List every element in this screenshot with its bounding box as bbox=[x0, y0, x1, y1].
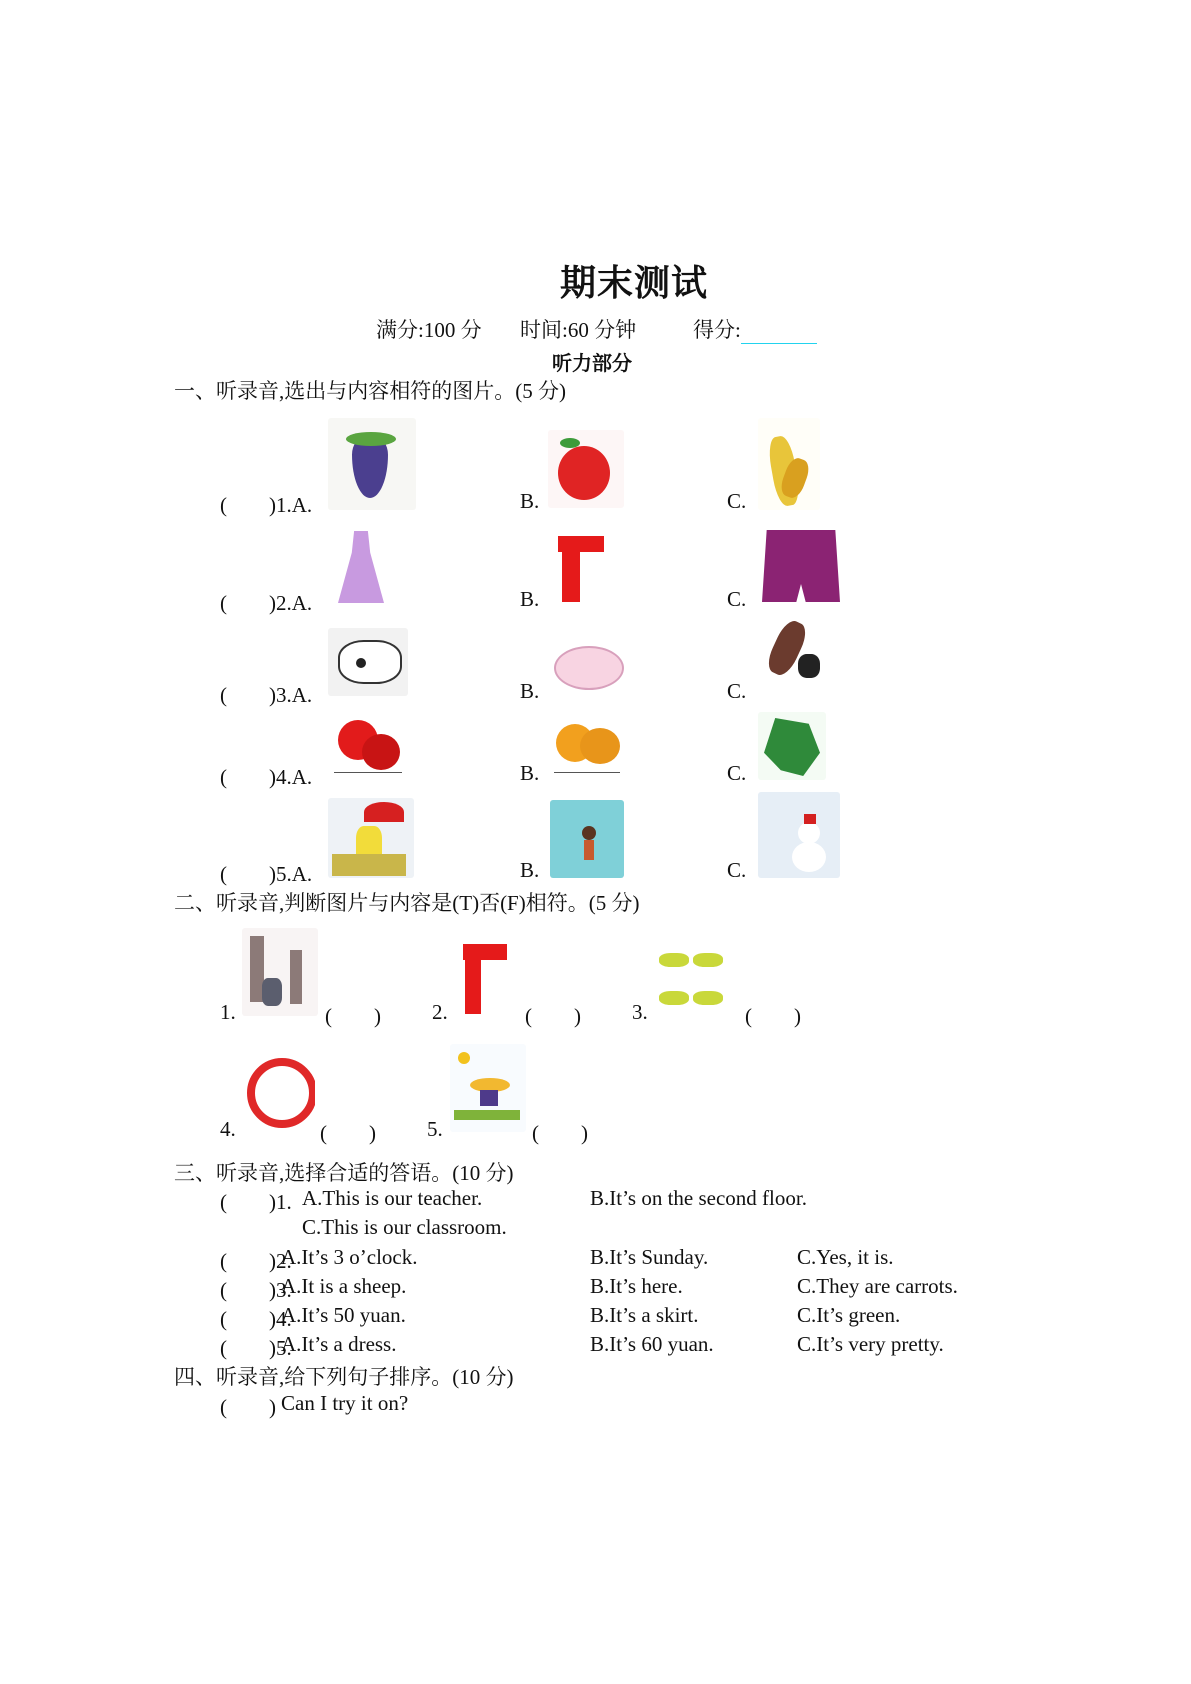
s3-q2-option-b: B.It’s Sunday. bbox=[590, 1245, 709, 1269]
s3-q1-option-c: C.This is our classroom. bbox=[302, 1215, 507, 1239]
q3-option-c: C. bbox=[727, 679, 747, 703]
tf-item-3-number: 3. bbox=[632, 1000, 648, 1024]
tf-item-1-number: 1. bbox=[220, 1000, 236, 1024]
s3-q5-option-b: B.It’s 60 yuan. bbox=[590, 1332, 714, 1356]
s3-q4-option-c: C.It’s green. bbox=[797, 1303, 901, 1327]
banana-image[interactable] bbox=[758, 418, 820, 510]
snowman-image[interactable] bbox=[758, 792, 840, 878]
s3-q3-option-b: B.It’s here. bbox=[590, 1274, 683, 1298]
s3-q1-option-a: A.This is our teacher. bbox=[302, 1186, 483, 1210]
s4-item-1-text: Can I try it on? bbox=[281, 1391, 409, 1415]
dress-image[interactable] bbox=[328, 525, 394, 605]
score-label: 得分: bbox=[693, 318, 741, 342]
s3-q4-option-b: B.It’s a skirt. bbox=[590, 1303, 699, 1327]
time-label: 时间:60 分钟 bbox=[520, 318, 637, 342]
full-score-label: 满分:100 分 bbox=[376, 318, 482, 342]
q4-option-c: C. bbox=[727, 761, 747, 785]
score-blank[interactable] bbox=[741, 323, 817, 344]
s3-q1-number[interactable]: ( )1. bbox=[220, 1190, 292, 1214]
windy-kid-image[interactable] bbox=[550, 800, 624, 878]
q4-number: ( )4.A. bbox=[220, 765, 313, 789]
s3-q2-option-a: A.It’s 3 o’clock. bbox=[281, 1245, 418, 1269]
potatoes-image[interactable] bbox=[548, 714, 628, 780]
section1-heading: 一、听录音,选出与内容相符的图片。(5 分) bbox=[174, 379, 566, 403]
tf-item-2-answer[interactable]: ( ) bbox=[525, 1004, 581, 1028]
tf-item-5-number: 5. bbox=[427, 1117, 443, 1141]
tf-item-5-answer[interactable]: ( ) bbox=[532, 1121, 588, 1145]
q2-option-b: B. bbox=[520, 587, 540, 611]
scarf-image[interactable] bbox=[548, 530, 610, 606]
tf-item-2-number: 2. bbox=[432, 1000, 448, 1024]
slippers-image[interactable] bbox=[655, 935, 731, 1017]
score-field[interactable] bbox=[693, 314, 817, 344]
clock-image[interactable] bbox=[243, 1050, 315, 1134]
s4-item-1-answer[interactable]: ( ) bbox=[220, 1395, 276, 1419]
s3-q3-number[interactable]: ( )3. bbox=[220, 1278, 292, 1302]
boots-image[interactable] bbox=[242, 928, 318, 1016]
cow-image[interactable] bbox=[328, 628, 408, 696]
s3-q4-number[interactable]: ( )4. bbox=[220, 1307, 292, 1331]
s3-q3-option-c: C.They are carrots. bbox=[797, 1274, 958, 1298]
tf-item-4-answer[interactable]: ( ) bbox=[320, 1121, 376, 1145]
section3-heading: 三、听录音,选择合适的答语。(10 分) bbox=[174, 1161, 514, 1185]
section4-heading: 四、听录音,给下列句子排序。(10 分) bbox=[174, 1365, 514, 1389]
q1-option-c: C. bbox=[727, 489, 747, 513]
s3-q3-option-a: A.It is a sheep. bbox=[281, 1274, 407, 1298]
tf-item-4-number: 4. bbox=[220, 1117, 236, 1141]
q2-number: ( )2.A. bbox=[220, 591, 313, 615]
page-title: 期末测试 bbox=[560, 263, 709, 304]
q5-option-b: B. bbox=[520, 858, 540, 882]
scarf-image-2[interactable] bbox=[455, 940, 515, 1018]
s3-q5-option-a: A.It’s a dress. bbox=[281, 1332, 397, 1356]
sheep-image[interactable] bbox=[548, 638, 630, 696]
rainy-umbrella-image[interactable] bbox=[328, 798, 414, 878]
tomatoes-image[interactable] bbox=[328, 712, 408, 780]
tf-item-3-answer[interactable]: ( ) bbox=[745, 1004, 801, 1028]
s3-q4-option-a: A.It’s 50 yuan. bbox=[281, 1303, 406, 1327]
q1-option-b: B. bbox=[520, 489, 540, 513]
sunny-hat-image[interactable] bbox=[450, 1044, 526, 1132]
tf-item-1-answer[interactable]: ( ) bbox=[325, 1004, 381, 1028]
q2-option-c: C. bbox=[727, 587, 747, 611]
shorts-image[interactable] bbox=[758, 526, 844, 606]
s3-q5-number[interactable]: ( )5. bbox=[220, 1336, 292, 1360]
q3-number: ( )3.A. bbox=[220, 683, 313, 707]
q5-number: ( )5.A. bbox=[220, 862, 313, 886]
q3-option-b: B. bbox=[520, 679, 540, 703]
section2-heading: 二、听录音,判断图片与内容是(T)否(F)相符。(5 分) bbox=[174, 891, 640, 915]
horse-image[interactable] bbox=[758, 612, 830, 696]
q4-option-b: B. bbox=[520, 761, 540, 785]
green-beans-image[interactable] bbox=[758, 712, 826, 780]
s3-q2-number[interactable]: ( )2. bbox=[220, 1249, 292, 1273]
s3-q5-option-c: C.It’s very pretty. bbox=[797, 1332, 944, 1356]
part-title: 听力部分 bbox=[552, 351, 632, 375]
s3-q1-option-b: B.It’s on the second floor. bbox=[590, 1186, 807, 1210]
s3-q2-option-c: C.Yes, it is. bbox=[797, 1245, 894, 1269]
apple-image[interactable] bbox=[548, 430, 624, 508]
grapes-image[interactable] bbox=[328, 418, 416, 510]
q1-number: ( )1.A. bbox=[220, 493, 313, 517]
q5-option-c: C. bbox=[727, 858, 747, 882]
